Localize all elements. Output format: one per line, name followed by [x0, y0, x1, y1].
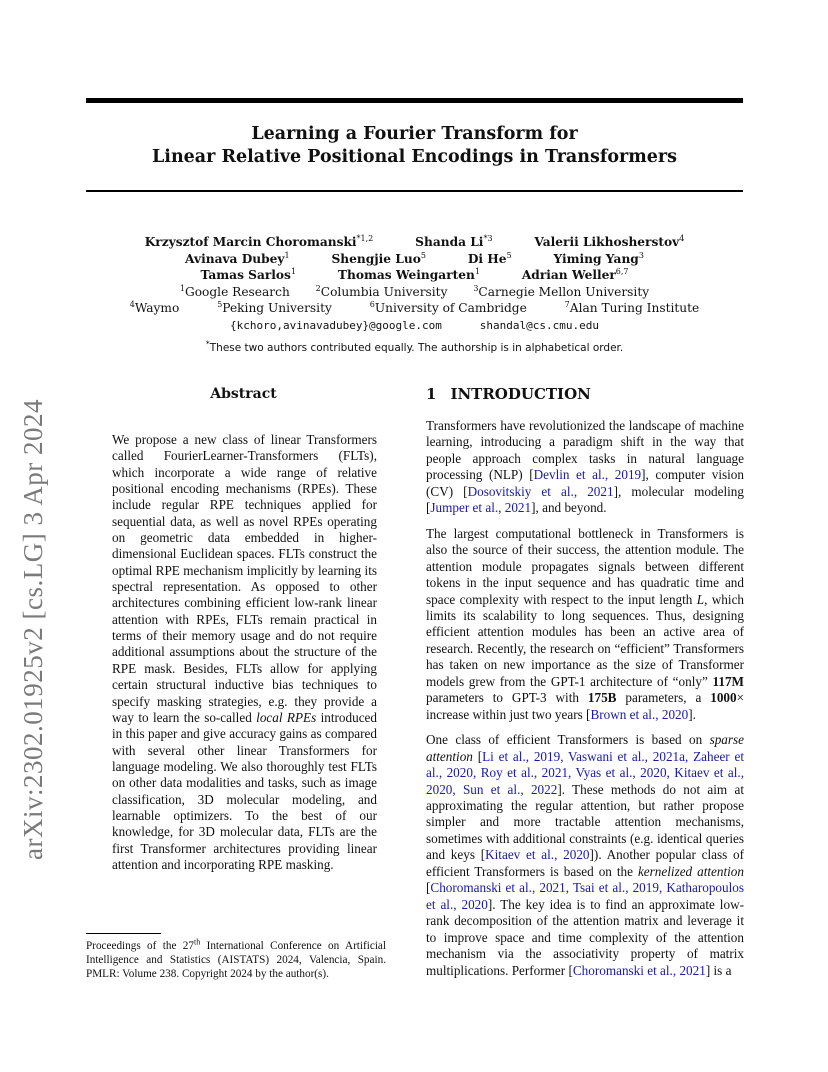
- emphasis: kernelized attention: [637, 863, 744, 879]
- abstract-emphasis: local RPEs: [256, 709, 317, 725]
- author-affiliation: *3: [483, 233, 493, 243]
- author-affiliation: 1: [284, 250, 290, 260]
- affiliation-name: Waymo: [134, 301, 180, 315]
- text: Transformers have revolutionized the landscape of machine learning, introducing a paradigm shift in the way that people approach complex tasks in natural language processing (NLP) [: [426, 418, 744, 483]
- footnote-text: Proceedings of the 27: [86, 940, 194, 952]
- math-symbol: L: [696, 591, 705, 607]
- text: , which limits its scalability to long sequences. Thus, designing efficient attention modules has been an active area of research. Recently, the research on “efficient” Transformers has taken on new importance as the size of Transformer models grew from the GPT-1 architecture of “only”: [426, 591, 745, 689]
- bold-number: 175B: [587, 690, 617, 706]
- affiliation-number: 4: [129, 299, 135, 309]
- text: The largest computational bottleneck in Transformers is also the source of their success, the attention module. The attention module propagates signals between different tokens in the input sequence and has quadratic time and space complexity with respect to the input length: [426, 525, 744, 607]
- author-affiliation: 5: [506, 250, 512, 260]
- text: parameters, a: [625, 690, 702, 706]
- text: ] is a: [705, 962, 732, 978]
- affiliation-name: Google Research: [184, 284, 290, 299]
- affiliation-name: University of Cambridge: [374, 301, 527, 315]
- text: parameters to GPT-3 with: [426, 690, 579, 706]
- author-row-1: [86, 234, 743, 251]
- affiliation-number: 5: [217, 299, 223, 309]
- affiliation-number: 1: [179, 283, 185, 293]
- citation-link[interactable]: Devlin et al., 2019: [533, 467, 642, 483]
- affiliation-row-1: [86, 284, 743, 301]
- equal-contribution-text: These two authors contributed equally. The authorship is in alphabetical order.: [209, 342, 624, 354]
- times-symbol: ×: [736, 690, 745, 706]
- proceedings-footnote: [86, 939, 386, 981]
- citation-link[interactable]: Dosovitskiy et al., 2021: [467, 483, 614, 499]
- text: ]. These methods do not aim at approximating the regular attention, but rather propose simpler and more tractable attention mechanisms, sometimes with additional constraints (e.g. identical queries and keys [: [426, 781, 744, 863]
- text: ]. The key idea is to find an approximate low-rank decomposition of the attention matrix and leverage it to improve space and time complexity of the attention mechanism via the associativity property of matrix multiplications. Performer [: [426, 896, 744, 978]
- author-affiliation: *1,2: [356, 233, 374, 243]
- author-affiliation: 1: [474, 266, 480, 276]
- citation-link[interactable]: Kitaev et al., 2020: [485, 847, 590, 863]
- text: One class of efficient Transformers is based on: [426, 732, 703, 748]
- citation-link[interactable]: Choromanski et al., 2021, Tsai et al., 2019, Katharopoulos et al., 2020: [426, 880, 744, 912]
- arxiv-stamp: arXiv:2302.01925v2 [cs.LG] 3 Apr 2024: [18, 399, 48, 860]
- author-row-2: [86, 251, 743, 268]
- text: ]). Another popular class of efficient Transformers is based on the: [426, 847, 745, 879]
- affiliation-name: Peking University: [222, 301, 332, 315]
- intro-paragraph-3: [426, 732, 744, 979]
- text: ], and beyond.: [531, 500, 607, 516]
- citation-link[interactable]: Li et al., 2019, Vaswani et al., 2021a, Zaheer et al., 2020, Roy et al., 2021, Vyas et al., 2020, Kitaev et al., 2020, Sun et al., 2022: [426, 748, 744, 797]
- author-name: Adrian Weller: [521, 268, 616, 282]
- author-name: Di He: [467, 251, 507, 266]
- author-name: Shanda Li: [415, 235, 484, 249]
- text: [: [477, 748, 483, 764]
- author-name: Avinava Dubey: [185, 251, 285, 266]
- citation-link[interactable]: Brown et al., 2020: [590, 706, 689, 722]
- author-affiliation: 6,7: [615, 266, 629, 276]
- affiliation-name: Carnegie Mellon University: [478, 284, 650, 299]
- citation-link[interactable]: Jumper et al., 2021: [430, 500, 532, 516]
- author-affiliation: 4: [679, 233, 685, 243]
- footnote-text: International Conference on Artificial Intelligence and Statistics (AISTATS) 2024, Valencia, Spain. PMLR: Volume 238. Copyright 2024 by the author(s).: [86, 940, 386, 980]
- affiliation-number: 3: [473, 283, 479, 293]
- footnote-superscript: th: [193, 937, 201, 947]
- introduction-heading: [426, 385, 591, 403]
- author-name: Tamas Sarlos: [200, 268, 291, 282]
- text: ].: [688, 706, 696, 722]
- equal-contribution-note: *These two authors contributed equally. The authorship is in alphabetical order.: [205, 339, 624, 354]
- text: ], computer vision (CV) [: [426, 467, 744, 499]
- author-name: Valerii Likhosherstov: [534, 235, 680, 249]
- affiliation-number: 6: [369, 299, 375, 309]
- bold-number: 1000: [710, 690, 737, 706]
- intro-paragraph-1: [426, 418, 744, 517]
- text: ], molecular modeling [: [426, 483, 744, 516]
- title-rule: [86, 190, 743, 192]
- bold-number: 117M: [712, 673, 744, 689]
- paper-title: [86, 123, 743, 169]
- top-rule: [86, 98, 743, 103]
- author-affiliation: 5: [420, 250, 426, 260]
- introduction-body: [426, 418, 744, 988]
- affiliation-name: Columbia University: [320, 284, 448, 299]
- author-name: Shengjie Luo: [331, 251, 421, 266]
- email-google: {kchoro,avinavadubey}@google.com: [229, 318, 442, 332]
- affiliation-name: Alan Turing Institute: [569, 301, 700, 315]
- emphasis: sparse attention: [426, 732, 745, 764]
- affiliation-row-2: [86, 300, 743, 317]
- text: increase within just two years [: [426, 706, 591, 722]
- footnote-rule: [86, 933, 161, 934]
- abstract-body: [112, 432, 377, 873]
- citation-link[interactable]: Choromanski et al., 2021: [572, 962, 706, 978]
- title-line-2: Linear Relative Positional Encodings in Transformers: [152, 147, 677, 167]
- author-name: Thomas Weingarten: [337, 268, 475, 282]
- text: [: [426, 880, 431, 896]
- email-cmu: shandal@cs.cmu.edu: [479, 318, 599, 332]
- author-affiliation: 3: [638, 250, 644, 260]
- author-name: Yiming Yang: [553, 251, 639, 266]
- author-affiliation: 1: [290, 266, 297, 276]
- author-row-3: [86, 267, 743, 284]
- section-number: 1: [426, 385, 437, 403]
- author-block: [86, 234, 743, 334]
- abstract-heading: Abstract: [210, 386, 277, 402]
- email-row: [86, 317, 743, 335]
- title-line-1: Learning a Fourier Transform for: [251, 124, 578, 144]
- affiliation-number: 7: [564, 299, 570, 309]
- abstract-text: introduced in this paper and give accuracy gains as compared with several other linear Transformers for language modeling. We also thoroughly test FLTs on other data modalities and tasks, such as image classification, 3D molecular modeling, and learnable optimizers. To the best of our knowledge, for 3D molecular data, FLTs are the first Transformer architectures providing linear attention and incorporating RPE masking.: [112, 709, 377, 872]
- abstract-text: We propose a new class of linear Transformers called FourierLearner-Transformers (FLTs), which incorporate a wide range of relative positional encoding mechanisms (RPEs). These include regular RPE techniques applied for sequential data, as well as novel RPEs operating on geometric data embedded in higher-dimensional Euclidean spaces. FLTs construct the optimal RPE mechanism implicitly by learning its spectral representation. As opposed to other architectures combining efficient low-rank linear attention with RPEs, FLTs remain practical in terms of their memory usage and do not require additional assumptions about the structure of the RPE mask. Besides, FLTs allow for applying certain structural inductive bias techniques to specify masking strategies, e.g. they provide a way to learn the so-called: [112, 432, 377, 725]
- author-name: Krzysztof Marcin Choromanski: [144, 235, 357, 249]
- affiliation-number: 2: [315, 283, 321, 293]
- section-title: INTRODUCTION: [450, 385, 591, 403]
- intro-paragraph-2: [426, 526, 744, 723]
